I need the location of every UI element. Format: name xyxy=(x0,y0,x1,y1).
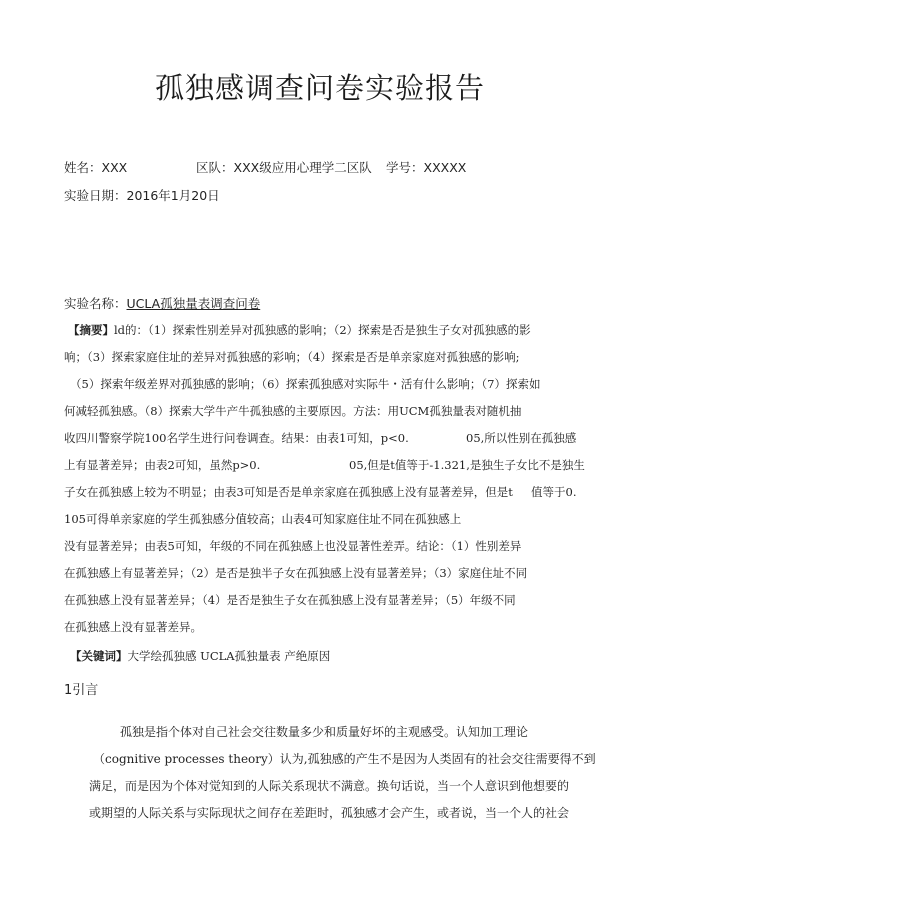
section-heading: 1引言 xyxy=(64,683,99,698)
abstract-line: 05,但是t值等于-1.321,是独生子女比不是独生 xyxy=(349,458,585,472)
keywords-text: 大学绘孤独感 UCLA孤独量表 产绝原因 xyxy=(127,649,331,663)
abstract-line: （5）探索年级差界对孤独感的影响；（6）探索孤独感对实际牛・活有什么影响；（7）探索如 xyxy=(70,377,541,391)
keywords-line xyxy=(70,648,330,664)
intro-line: 或期望的人际关系与实际现状之间存在差距时，孤独感才会产生，或者说，当一个人的社会 xyxy=(89,806,570,820)
keywords-label: 【关键词】 xyxy=(70,649,128,663)
team-field: 区队：XXX级应用心理学二区队 xyxy=(196,160,372,175)
experiment-name: UCLA孤独量表调查问卷 xyxy=(126,296,261,311)
experiment-name-label: 实验名称： xyxy=(64,296,127,311)
intro-line: （cognitive processes theory）认为,孤独感的产生不是因为人类固有的社会交往需要得不到 xyxy=(93,752,596,766)
abstract-line: 105可得单亲家庭的学生孤独感分值较高；山表4可知家庭住址不同在孤独感上 xyxy=(64,512,462,526)
intro-line: 满足，而是因为个体对觉知到的人际关系现状不满意。换句话说，当一个人意识到他想要的 xyxy=(89,779,570,793)
abstract-line: 上有显著差异；由表2可知，虽然p>0. xyxy=(64,458,261,472)
intro-line: 孤独是指个体对自己社会交往数量多少和质量好坏的主观感受。认知加工理论 xyxy=(120,725,529,739)
name-field: 姓名：XXX xyxy=(64,160,128,175)
date-field: 实验日期：2016年1月20日 xyxy=(64,188,220,203)
abstract-label: 【摘要】 xyxy=(68,323,114,337)
abstract-line: 响；（3）探索家庭住址的差异对孤独感的彩响；（4）探索是否是单亲家庭对孤独感的影响; xyxy=(64,350,520,364)
abstract-line: 在孤独感上有显著差异；（2）是否是独半子女在孤独感上没有显著差异；（3）家庭住址不同 xyxy=(64,566,528,580)
abstract-line: 在孤独感上没有显著差异。 xyxy=(64,620,202,634)
abstract-line: 没有显著差异；由表5可知，年级的不同在孤独感上也没显著性差弄。结论：（1）性别差异 xyxy=(64,539,522,553)
abstract-line: 05,所以性别在孤独感 xyxy=(466,431,577,445)
abstract-line: 在孤独感上没有显著差异；（4）是否是独生子女在孤独感上没有显著差异；（5）年级不同 xyxy=(64,593,516,607)
page-title: 孤独感调查问卷实验报告 xyxy=(155,71,486,105)
student-id-field: 学号：XXXXX xyxy=(386,160,467,175)
abstract-line: 收四川警察学院100名学生进行问卷调查。结果：由表1可知，p<0. xyxy=(64,431,409,445)
experiment-name-row xyxy=(64,294,260,312)
abstract-line: 【摘要】ld的：（1）探索性别差异对孤独感的影响；（2）探索是否是独生子女对孤独感的影 xyxy=(68,323,531,337)
abstract-line: 值等于0. xyxy=(531,485,577,499)
abstract-line: 子女在孤独感上较为不明显；由表3可知是否是单亲家庭在孤独感上没有显著差异，但是t xyxy=(64,485,513,499)
abstract-line: 何减轻孤独感。（8）探索大学牛产牛孤独感的主要原因。方法：用UCM孤独量表对随机抽 xyxy=(64,404,522,418)
